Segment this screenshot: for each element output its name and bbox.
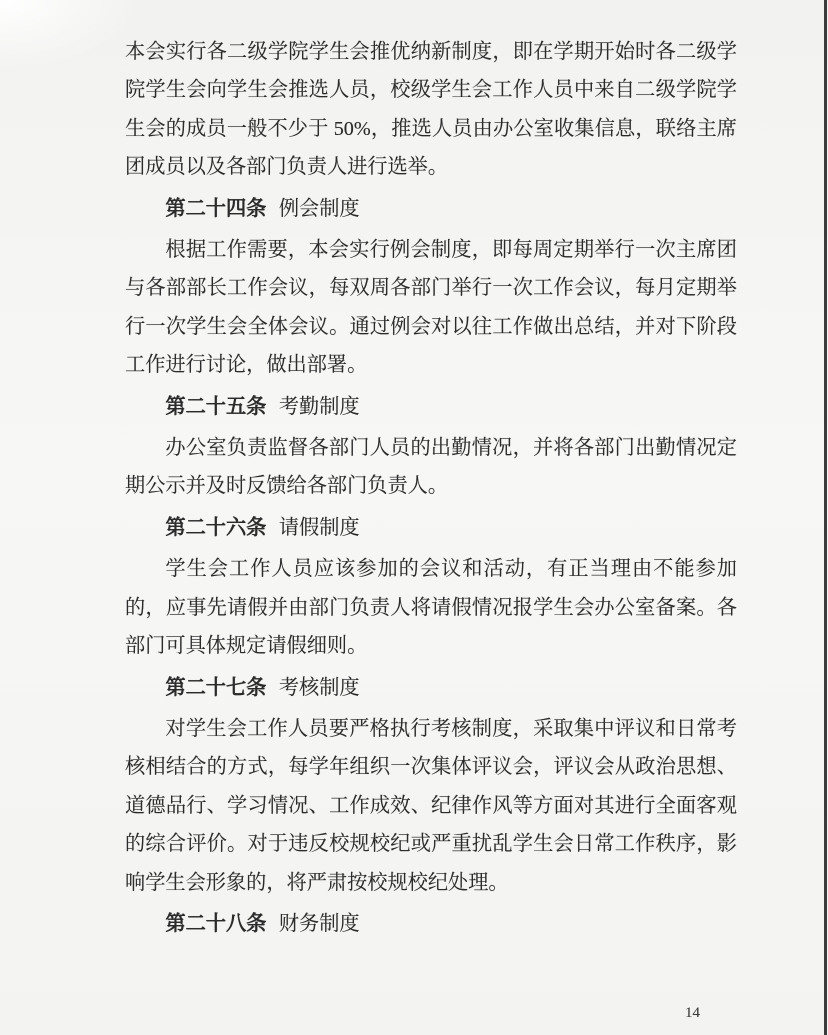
paragraph-attendance: 办公室负责监督各部门人员的出勤情况，并将各部门出勤情况定期公示并及时反馈给各部门负责人。 xyxy=(125,437,737,498)
article-number: 第二十六条 xyxy=(165,516,267,539)
article-heading-26 xyxy=(125,509,737,547)
article-title: 财务制度 xyxy=(278,912,360,935)
article-heading-25 xyxy=(125,388,737,426)
article-number: 第二十七条 xyxy=(165,676,267,699)
paragraph-continuation: 本会实行各二级学院学生会推优纳新制度，即在学期开始时各二级学院学生会向学生会推选人员，校级学生会工作人员中来自二级学院学生会的成员一般不少于 50%，推选人员由办公室收集信息，联络主席团成员以及各部门负责人进行选举。 xyxy=(125,41,737,179)
paragraph-regular-meetings: 根据工作需要，本会实行例会制度，即每周定期举行一次主席团与各部部长工作会议，每双周各部门举行一次工作会议，每月定期举行一次学生会全体会议。通过例会对以往工作做出总结，并对下阶段工作进行讨论，做出部署。 xyxy=(125,239,737,377)
paragraph-assessment: 对学生会工作人员要严格执行考核制度，采取集中评议和日常考核相结合的方式，每学年组织一次集体评议会，评议会从政治思想、道德品行、学习情况、工作成效、纪律作风等方面对其进行全面客观的综合评价。对于违反校规校纪或严重扰乱学生会日常工作秩序，影响学生会形象的，将严肃按校规校纪处理。 xyxy=(125,717,737,894)
article-heading-24 xyxy=(125,190,737,228)
article-number: 第二十五条 xyxy=(165,395,267,418)
article-title: 例会制度 xyxy=(278,197,360,220)
article-number: 第二十四条 xyxy=(165,197,267,220)
article-heading-27 xyxy=(125,669,737,707)
article-title: 考核制度 xyxy=(278,676,360,699)
document-content xyxy=(125,33,737,946)
scan-edge-line xyxy=(824,0,827,1035)
page-number: 14 xyxy=(685,1005,700,1021)
article-heading-28 xyxy=(125,905,737,943)
article-number: 第二十八条 xyxy=(165,912,267,935)
paragraph-leave: 学生会工作人员应该参加的会议和活动，有正当理由不能参加的，应事先请假并由部门负责人将请假情况报学生会办公室备案。各部门可具体规定请假细则。 xyxy=(125,558,737,658)
article-title: 请假制度 xyxy=(278,516,360,539)
article-title: 考勤制度 xyxy=(278,395,360,418)
